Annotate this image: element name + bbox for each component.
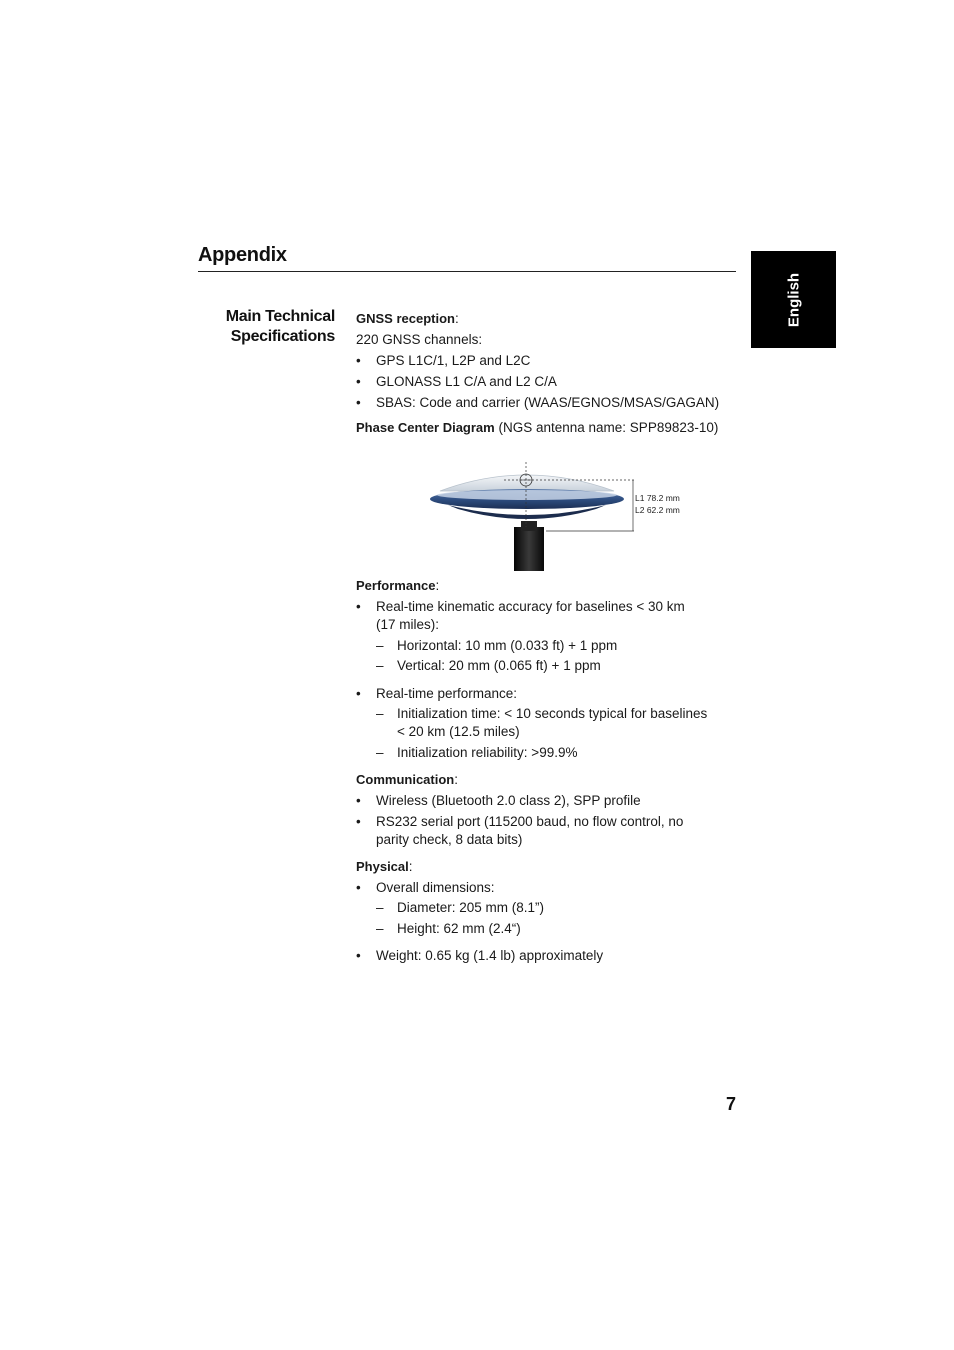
performance-block — [356, 577, 740, 762]
sub-list-item: – Vertical: 20 mm (0.065 ft) + 1 ppm — [356, 657, 740, 675]
gnss-intro: 220 GNSS channels: — [356, 332, 483, 347]
list-item-line: • Real-time kinematic accuracy for baselines < 30 km — [376, 599, 685, 614]
list-item — [356, 598, 740, 634]
phase-center-heading-line — [356, 419, 740, 437]
gnss-heading: GNSS reception — [356, 311, 455, 326]
page-number: 7 — [725, 1094, 736, 1114]
page-title: Appendix — [198, 244, 287, 266]
sub-list-item-line: – Initialization time: < 10 seconds typical for baselines — [397, 706, 708, 721]
communication-heading-colon: : — [454, 772, 458, 787]
performance-heading: Performance — [356, 578, 436, 593]
section-title-line1: Main Technical — [225, 308, 335, 325]
gnss-block — [356, 310, 740, 412]
sub-list-item — [356, 705, 740, 741]
physical-block — [356, 858, 740, 965]
list-item-line: • RS232 serial port (115200 baud, no flow control, no — [376, 814, 684, 829]
list-item: • GLONASS L1 C/A and L2 C/A — [356, 373, 740, 391]
list-item: • GPS L1C/1, L2P and L2C — [356, 352, 740, 370]
communication-heading-line — [356, 771, 740, 789]
sub-list-item: – Horizontal: 10 mm (0.033 ft) + 1 ppm — [356, 637, 740, 655]
title-divider — [198, 271, 736, 272]
gnss-heading-colon: : — [454, 311, 459, 326]
section-title — [198, 307, 335, 347]
performance-heading-line — [356, 577, 740, 595]
list-item — [356, 813, 740, 849]
list-item-line: parity check, 8 data bits) — [376, 832, 523, 847]
sub-list-item: – Diameter: 205 mm (8.1”) — [356, 899, 740, 917]
performance-heading-colon: : — [435, 578, 440, 593]
list-item: • Overall dimensions: — [356, 879, 740, 897]
sub-list-item: – Height: 62 mm (2.4“) — [356, 920, 740, 938]
physical-heading: Physical — [356, 859, 409, 874]
list-item: • SBAS: Code and carrier (WAAS/EGNOS/MSAS/GAGAN) — [356, 394, 740, 412]
language-tab — [751, 251, 836, 348]
l2-offset-label: L2 62.2 mm — [635, 505, 680, 515]
sub-list-item: – Initialization reliability: >99.9% — [356, 744, 740, 762]
antenna-ring-highlight — [437, 490, 617, 500]
gnss-heading-line — [356, 310, 740, 328]
list-item: • Real-time performance: — [356, 685, 740, 703]
antenna-pole — [514, 527, 544, 571]
list-item: • Weight: 0.65 kg (1.4 lb) approximately — [356, 947, 740, 965]
phase-center-note: (NGS antenna name: SPP89823-10) — [494, 420, 719, 435]
phase-center-diagram — [428, 459, 698, 571]
list-item: • Wireless (Bluetooth 2.0 class 2), SPP profile — [356, 792, 740, 810]
communication-heading: Communication — [356, 772, 455, 787]
communication-block — [356, 771, 740, 849]
antenna-mount — [521, 521, 537, 531]
physical-heading-colon: : — [408, 859, 413, 874]
list-item-line: (17 miles): — [376, 617, 440, 632]
section-title-line2: Specifications — [230, 328, 335, 345]
language-tab-label: English — [785, 272, 802, 327]
sub-list-item-line: < 20 km (12.5 miles) — [397, 724, 520, 739]
antenna-dome — [440, 475, 614, 491]
l1-offset-label: L1 78.2 mm — [635, 493, 680, 503]
physical-heading-line — [356, 858, 740, 876]
phase-center-heading: Phase Center Diagram — [356, 420, 495, 435]
